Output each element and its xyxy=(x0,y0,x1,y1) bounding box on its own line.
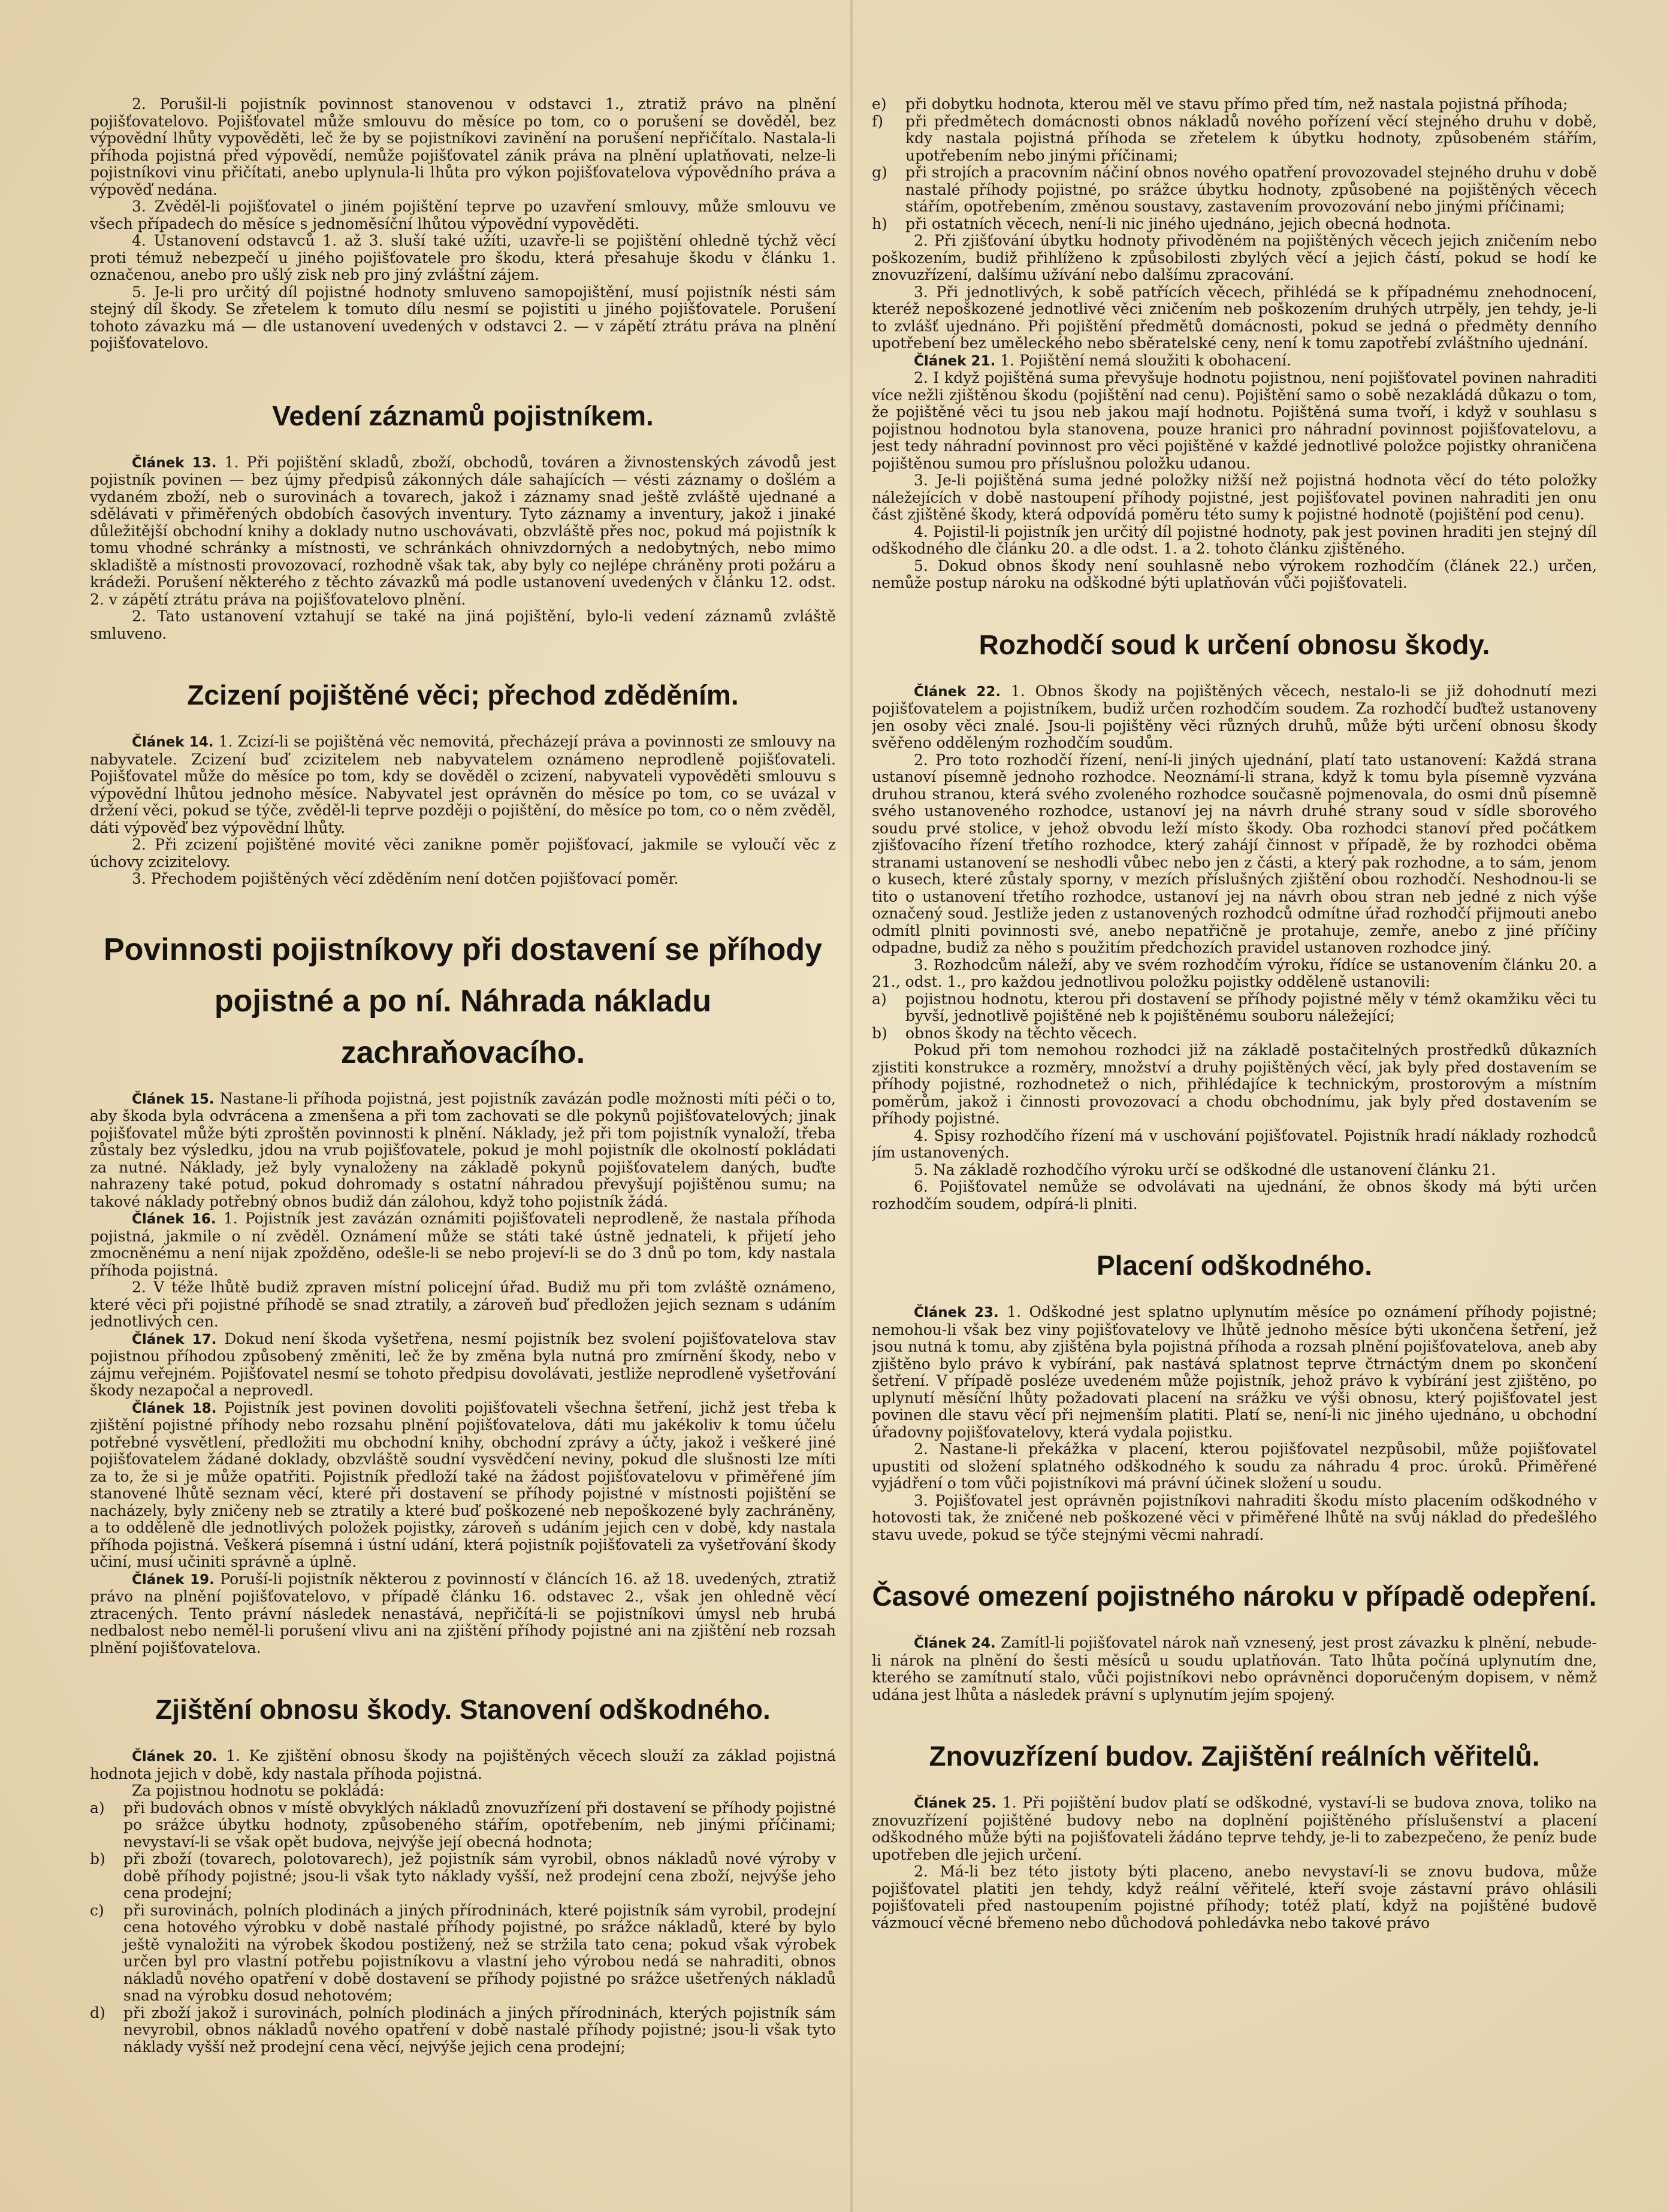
list-text: při surovinách, polních plodinách a jiných přírodninách, které pojistník sám vyrobil, prodejní cena hotového výrobku v době nastalé příhody pojistné, po srážce nákladů, které by bylo ještě vynaložiti na výrobek škodou postižený, než se stržila tato cena; pokud však výrobek určen byl pro vlastní potřebu pojistníkovu a vlastní jeho výrobou nedá se nahraditi, obnos nákladů nového opatření v době dostavení se příhody pojistné po srážce ušetřených nákladů snad na výrobku dosud nehotovém; xyxy=(123,1901,836,2004)
article-text: Nastane-li příhoda pojistná, jest pojistník zavázán podle možnosti míti péči o to, aby škoda byla odvrácena a zmenšena a při tom zachovati se dle pokynů pojišťovatelových; jinak pojišťovatel může býti zproštěn povinnosti k plnění. Náklady, jež při tom pojistník vynaloží, třeba zůstaly bez výsledku, jdou na vrub pojišťovatele, pokud je mohl pojistník dle okolností pokládati za nutné. Náklady, jež byly vynaloženy na základě pokynů pojišťovatelem daných, buďte nahrazeny také potud, pokud dohromady s ostatní náhradou převyšují pojištěnou sumu; na takové náklady potřebný obnos budiž dán zálohou, když toho pojistník žádá. xyxy=(90,1089,836,1210)
article-paragraph xyxy=(872,1794,1597,1863)
paragraph: 3. Při jednotlivých, k sobě patřících věcech, přihlédá se k případnému znehodnocení, kteréž nepoškozené jednotlivé věci zničením neb poškozením druhých utrpěly, jen tehdy, je-li to zvlášť ujednáno. Při pojištění předmětů domácnosti, pokud se jedná o předměty denního upotřebení bez uměleckého nebo sběratelské ceny, není k tomu zapotřebí zvláštního ujednání. xyxy=(872,283,1597,352)
article-label: Článek 23. xyxy=(914,1305,999,1320)
list-item xyxy=(872,96,1597,113)
list-label: f) xyxy=(872,112,884,130)
article-text: 1. Obnos škody na pojištěných věcech, nestalo-li se již dohodnutí mezi pojišťovatelem a pojistníkem, budiž určen rozhodčím soudem. Za rozhodčí buďtež ustanoveny jen osoby věci znalé. Jsou-li pojištěny věci různých druhů, může býti určení obnosu škody svěřeno odděleným rozhodčím soudům. xyxy=(872,682,1597,751)
section-heading: Zcizení pojištěné věci; přechod zděděním. xyxy=(187,679,739,711)
article-paragraph xyxy=(90,1400,836,1571)
list-item xyxy=(872,164,1597,216)
paragraph: 4. Ustanovení odstavců 1. až 3. sluší také užíti, uzavře-li se pojištění ohledně týchž věcí proti témuž nebezpečí u jiného pojišťovatele pro škodu, která přesahuje škodu v článku 1. označenou, anebo pro ušlý zisk neb pro jiný zvláštní zájem. xyxy=(90,232,836,283)
article-paragraph xyxy=(90,1210,836,1279)
article-label: Článek 15. xyxy=(132,1091,215,1107)
section-heading: Zjištění obnosu škody. Stanovení odškodného. xyxy=(155,1694,771,1725)
list-text: při ostatních věcech, není-li nic jiného ujednáno, jejich obecná hodnota. xyxy=(905,214,1451,232)
article-label: Článek 20. xyxy=(132,1749,218,1764)
article-label: Článek 14. xyxy=(132,735,214,750)
article-label: Článek 17. xyxy=(132,1331,217,1347)
article-text: 1. Zcizí-li se pojištěná věc nemovitá, přecházejí práva a povinnosti ze smlouvy na nabyvatele. Zcizení buď zcizitelem neb nabyvatelem oznámeno neprodleně pojišťovateli. Pojišťovatel může do měsíce po tom, kdy se dověděl o zcizení, nabyvateli vypověděti smlouvu s výpovědní lhůtou jednoho měsíce. Nabyvatel jest oprávněn do měsíce po tom, co se uvázal v držení věci, pokud se týče, zvěděl-li teprve později o pojištění, do měsíce po tom, co o něm zvěděl, dáti výpověď bez výpovědní lhůty. xyxy=(90,733,836,836)
paragraph: 3. Pojišťovatel jest oprávněn pojistníkovi nahraditi škodu místo placením odškodného v hotovosti tak, že zničené neb poškozené věci v přiměřené lhůtě na svůj náklad do předešlého stavu uvede, pokud se týče stejnými věcmi nahradí. xyxy=(872,1491,1597,1543)
section-heading: Placení odškodného. xyxy=(1096,1250,1373,1281)
list-label: c) xyxy=(90,1901,104,1919)
article-paragraph xyxy=(90,1571,836,1657)
section-heading: Časové omezení pojistného nároku v případě odepření. xyxy=(872,1581,1597,1612)
list-item xyxy=(872,1025,1597,1042)
article-text: Poruší-li pojistník některou z povinností v článcích 16. až 18. uvedených, ztratiž právo na plnění pojišťovatelovo, v případě článku 16. odstavec 2., však jen ohledně věcí ztracených. Tento právní následek nenastává, nepřičítá-li se pojistníkovi úmysl neb hrubá nedbalost nebo neměl-li porušení vlivu ani na zjištění příhody pojistné ani na zjištění neb rozsah plnění pojišťovatelova. xyxy=(90,1570,836,1657)
article-paragraph xyxy=(90,1331,836,1400)
article-paragraph xyxy=(872,1634,1597,1703)
list-text: při zboží jakož i surovinách, polních plodinách a jiných přírodninách, kterých pojistník sám nevyrobil, obnos nákladů nového opatření v době nastalé příhody pojistné; jsou-li však tyto náklady vyšší než prodejní cena věcí, nejvýše jejich cena prodejní; xyxy=(123,2004,836,2056)
list-label: b) xyxy=(90,1850,105,1867)
list-text: pojistnou hodnotu, kterou při dostavení se příhody pojistné měly v témž okamžiku věci tu byvší, jednotlivě pojištěné neb k pojištěnému souboru náležející; xyxy=(905,990,1597,1025)
article-text: Dokud není škoda vyšetřena, nesmí pojistník bez svolení pojišťovatelova stav pojistnou příhodou způsobený změniti, leč že by změna byla nutná pro zmírnění škody, nebo v zájmu veřejném. Pojišťovatel nesmí se tohoto předpisu dovolávati, jestliže neprodleně vyšetřování škody nezapočal a neprovedl. xyxy=(90,1329,836,1399)
article-label: Článek 18. xyxy=(132,1400,217,1416)
paragraph: Pokud při tom nemohou rozhodci již na základě postačitelných prostředků důkazních zjistiti konstrukce a rozměry, množství a druhy pojištěných věcí, jak byly před dostavením se příhody pojistné, rozhodnetež o nich, přihlédajíce k technickým, prostorovým a místním poměrům, jakož i činnosti provozovací a chodu obchodnímu, jak byly před dostavením se příhody pojistné. xyxy=(872,1041,1597,1127)
paragraph: Za pojistnou hodnotu se pokládá: xyxy=(132,1782,385,1799)
list-label: e) xyxy=(872,96,887,113)
list-text: obnos škody na těchto věcech. xyxy=(905,1024,1137,1042)
article-paragraph xyxy=(90,1748,836,1782)
article-paragraph xyxy=(872,352,1597,370)
article-label: Článek 19. xyxy=(132,1572,215,1588)
paragraph: 2. I když pojištěná suma převyšuje hodnotu pojistnou, není pojišťovatel povinen nahraditi více nežli zjištěnou škodu (pojištění nad cenu). Pojištění samo o sobě nezakládá důkazu o tom, že pojištěné věci tu jsou neb jakou mají hodnotu. Pojištěná suma tvoří, i když v souhlasu s pojistnou hodnotou byla stanovena, pouze hranici pro náhradní povinnost pojišťovatelovu, a jest tedy náhradní povinnost pro věci pojištěné v každé jednotlivé položce pojistky ohraničena pojištěnou sumou pro příslušnou položku udanou. xyxy=(872,369,1597,472)
list-item xyxy=(90,1902,836,2005)
paragraph: 2. Pro toto rozhodčí řízení, není-li jiných ujednání, platí tato ustanovení: Každá strana ustanoví písemně jednoho rozhodce. Neoznámí-li strana, když k tomu byla písemně vyzvána druhou stranou, která svého zvoleného rozhodce současně pojmenovala, do osmi dnů písemně svého ustanoveného rozhodce, ustanoví jej na návrh druhé strany soud v sídle sborového soudu prvé stolice, v jehož obvodu leží místo škody. Oba rozhodci stanoví před počátkem zjišťovacího řízení třetího rozhodce, který zahájí činnost v případě, že by rozhodci oběma stranami ustanovení se neshodli vůbec nebo jen z části, a který pak rozhodne, a to sám, jenom o kusech, které zůstaly sporny, v mezích příslušných zjištění obou rozhodčí. Neshodnou-li se tito o ustanovení třetího rozhodce, ustanoví jej na návrh obou stran neb jedné z nich výše označený soud. Jestliže jeden z ustanovených rozhodců odmítne úřad rozhodčí přijmouti anebo odmítl plniti povinnosti své, anebo nepatřičně je protahuje, zemře, anebo z jiné příčiny odpadne, budiž za něho s použitím předchozích pravidel ustanoven rozhodce jiný. xyxy=(872,751,1597,956)
paragraph: 2. V téže lhůtě budiž zpraven místní policejní úřad. Budiž mu při tom zvláště oznámeno, které věci při pojistné příhodě se snad ztratily, a zároveň buď předložen jejich seznam s udáním jednotlivých cen. xyxy=(90,1279,836,1330)
section-heading: Povinnosti pojistníkovy při dostavení se příhody pojistné a po ní. Náhrada nákladu zachraňovacího. xyxy=(103,932,823,1070)
section-heading: Rozhodčí soud k určení obnosu škody. xyxy=(979,628,1490,660)
paragraph: 2. Při zcizení pojištěné movité věci zanikne poměr pojišťovací, jakmile se vyloučí věc z úchovy zcizitelovy. xyxy=(90,836,836,871)
page-fold xyxy=(850,0,853,2212)
paragraph: 3. Rozhodcům náleží, aby ve svém rozhodčím výroku, řídíce se ustanovením článku 20. a 21., odst. 1., pro každou jednotlivou položku pojistky odděleně ustanovili: xyxy=(872,956,1597,990)
list-label: a) xyxy=(90,1799,105,1817)
paragraph: 4. Spisy rozhodčího řízení má v uschování pojišťovatel. Pojistník hradí náklady rozhodců jím ustanovených. xyxy=(872,1126,1597,1161)
article-paragraph xyxy=(872,683,1597,752)
list-label: a) xyxy=(872,990,887,1008)
paragraph: 2. Tato ustanovení vztahují se také na jiná pojištění, bylo-li vedení záznamů zvláště smluveno. xyxy=(90,608,836,642)
article-label: Článek 22. xyxy=(914,684,1001,700)
list-label: d) xyxy=(90,2004,105,2021)
article-label: Článek 25. xyxy=(914,1796,997,1811)
article-label: Článek 24. xyxy=(914,1636,996,1651)
list-item xyxy=(90,1851,836,1902)
paragraph: 4. Pojistil-li pojistník jen určitý díl pojistné hodnoty, pak jest povinen hraditi jen stejný díl odškodného dle článku 20. a dle odst. 1. a 2. tohoto článku zjištěného. xyxy=(872,522,1597,557)
list-item xyxy=(90,2005,836,2056)
article-paragraph xyxy=(90,733,836,836)
article-text: Zamítl-li pojišťovatel nárok naň vznesený, jest prost závazku k plnění, nebude-li nárok na plnění do šesti měsíců u soudu uplatňován. Tato lhůta počíná uplynutím dne, kterého se zamítnutí stalo, vůči pojistníkovi nebo oprávněnci doporučeným dopisem, v němž udána jest lhůta a následek právní s uplynutím jejím spojený. xyxy=(872,1634,1597,1703)
article-label: Článek 16. xyxy=(132,1211,216,1227)
article-paragraph xyxy=(872,1304,1597,1441)
paragraph: 2. Nastane-li překážka v placení, kterou pojišťovatel nezpůsobil, může pojišťovatel upustiti od složení splatného odškodného k soudu za náhradu 4 proc. úroků. Přiměřené vyjádření o tom vůči pojistníkovi má právní účinek složení u soudu. xyxy=(872,1440,1597,1492)
paragraph: 2. Má-li bez této jistoty býti placeno, anebo nevystaví-li se znovu budova, může pojišťovatel platiti jen tehdy, když reální věřitelé, kteří svoje zástavní právo ohlásili pojišťovateli před nastoupením pojistné příhody; totéž platí, když na pojištěné budově vázmoucí věcné břemeno nebo důchodová pohledávka nebo takové právo xyxy=(872,1863,1597,1932)
list-text: při budovách obnos v místě obvyklých nákladů znovuzřízení při dostavení se příhody pojistné po srážce úbytku hodnoty, způsobeného stářím, opotřebením, neb jinými příčinami; nevystaví-li se však opět budova, nejvýše její obecná hodnota; xyxy=(123,1799,836,1851)
list-text: při předmětech domácnosti obnos nákladů nového pořízení věcí stejného druhu v době, kdy nastala pojistná příhoda se zřetelem k úbytku hodnoty, způsobeném stářím, upotřebením nebo jinými příčinami; xyxy=(905,112,1597,164)
paragraph: 2. Při zjišťování úbytku hodnoty přivoděném na pojištěných věcech jejich zničením nebo poškozením, budiž přihlíženo k způsobilosti zbylých věcí a jejich částí, pokud se hodí ke znovuzřízení, dalšímu užívání nebo dalšímu zpracování. xyxy=(872,232,1597,283)
paragraph: 3. Zvěděl-li pojišťovatel o jiném pojištění teprve po uzavření smlouvy, může smlouvu ve všech případech do měsíce s jednoměsíční lhůtou výpovědní vypověděti. xyxy=(90,198,836,232)
list-item xyxy=(872,216,1597,233)
article-text: 1. Pojistník jest zavázán oznámiti pojišťovateli neprodleně, že nastala příhoda pojistná, jakmile o ní zvěděl. Oznámení může se státi také ústně jednateli, k přijetí jeho zmocněnému a není nijak zpožděno, odešle-li se nebo projeví-li se do 3 dnů po tom, kdy nastala příhoda pojistná. xyxy=(90,1210,836,1279)
paragraph: 5. Dokud obnos škody není souhlasně nebo výrokem rozhodčím (článek 22.) určen, nemůže postup nároku na odškodné býti uplatňován vůči pojišťovateli. xyxy=(872,557,1597,591)
article-text: Pojistník jest povinen dovoliti pojišťovateli všechna šetření, jichž jest třeba k zjištění pojistné příhody nebo rozsahu plnění pojišťovatelova, dáti mu jakékoliv k tomu účelu potřebné vysvětlení, předložiti mu obchodní knihy, obchodní zprávy a účty, jakož i veškeré jiné pojišťovatelem žádané doklady, obzvláště soudní vysvědčení neviny, pokud dle slušnosti lze míti za to, že si je může opatřiti. Pojistník předloží také na žádost pojišťovatelovu v přiměřené jím stanovené lhůtě seznam věcí, které při dostavení se příhody pojistné v místnosti pojištění se nacházely, byly zničeny neb se ztratily a které buď poškozené neb nepoškozené byly zachráněny, a to odděleně dle jednotlivých položek pojistky, zároveň s udáním jejich cen v době, kdy nastala příhoda pojistná. Veškerá písemná i ústní udání, která pojistník pojišťovateli za vyšetřování škody učiní, musí učiniti správně a úplně. xyxy=(90,1398,836,1570)
article-label: Článek 21. xyxy=(914,353,996,369)
paragraph: 2. Porušil-li pojistník povinnost stanovenou v odstavci 1., ztratiž právo na plnění pojišťovatelovo. Pojišťovatel může smlouvu do měsíce po tom, co o porušení se dověděl, bez výpovědní lhůty vypověděti, leč že by se pojistníkovi zavinění na porušení nepřičítalo. Nastala-li příhoda pojistná před výpovědí, nemůže pojišťovatel zánik práva na plnění uplatňovati, nelze-li pojistníkovi vinu přičítati, anebo uplynula-li lhůta pro výkon pojišťovatelova výpovědního práva a výpověď nedána. xyxy=(90,96,836,198)
article-text: 1. Odškodné jest splatno uplynutím měsíce po oznámení příhody pojistné; nemohou-li však bez viny pojišťovatelovy ve lhůtě jednoho měsíce býti ukončena šetření, jež jsou nutná k tomu, aby zjištěna byla pojistná příhoda a rozsah plnění pojišťovatelova, aneb aby zjištěno bylo právo k vybírání, pak nastává splatnost teprve čtrnáctým dnem po skončení šetření. V případě posléze uvedeném může pojistník, jehož právo k vybírání jest zjištěno, po uplynutí měsíční lhůty požadovati placení na srážku ve výši obnosu, který pojišťovatel jest povinen dle stavu věcí při nejmenším platiti. Platí se, není-li nic jiného ujednáno, u obchodní úřadovny pojišťovatelovy, která vydala pojistku. xyxy=(872,1303,1597,1441)
paragraph: 5. Na základě rozhodčího výroku určí se odškodné dle ustanovení článku 21. xyxy=(914,1161,1496,1178)
article-label: Článek 13. xyxy=(132,455,217,471)
right-column xyxy=(872,96,1597,2193)
list-item xyxy=(872,991,1597,1025)
paragraph: 5. Je-li pro určitý díl pojistné hodnoty smluveno samopojištění, musí pojistník nésti sám stejný díl škody. Se zřetelem k tomuto dílu nesmí se pojistiti u jiného pojišťovatele. Porušení tohoto závazku má — dle ustanovení uvedených v odstavci 2. — v zápětí ztrátu práva na plnění pojišťovatelovo. xyxy=(90,283,836,352)
list-text: při strojích a pracovním náčiní obnos nového opatření provozovadel stejného druhu v době nastalé příhody pojistné, po srážce úbytku hodnoty, způsobené na pojištěných věcech stářím, opotřebením, změnou soustavy, zastavením provozování nebo jinými příčinami; xyxy=(905,164,1597,215)
article-text: 1. Při pojištění budov platí se odškodné, vystaví-li se budova znova, toliko na znovuzřízení pojištěné budovy nebo na doplnění pojištěného příslušenství a placení odškodného může býti na pojišťovateli žádáno teprve tehdy, je-li to zabezpečeno, že peníz bude upotřeben dle jejich určení. xyxy=(872,1794,1597,1863)
left-column xyxy=(90,96,836,2181)
article-paragraph xyxy=(90,1090,836,1211)
paragraph: 3. Přechodem pojištěných věcí zděděním není dotčen pojišťovací poměr. xyxy=(132,870,679,887)
section-heading: Vedení záznamů pojistníkem. xyxy=(272,400,654,431)
list-label: b) xyxy=(872,1024,887,1042)
article-paragraph xyxy=(90,454,836,609)
list-label: h) xyxy=(872,214,887,232)
list-text: při dobytku hodnota, kterou měl ve stavu přímo před tím, než nastala pojistná příhoda; xyxy=(905,96,1568,113)
paragraph: 6. Pojišťovatel nemůže se odvolávati na ujednání, že obnos škody má býti určen rozhodčím soudem, odpírá-li plniti. xyxy=(872,1178,1597,1213)
list-text: při zboží (tovarech, polotovarech), jež pojistník sám vyrobil, obnos nákladů nové výroby v době příhody pojistné; jsou-li však tyto náklady vyšší, než prodejní cena zboží, nejvýše jeho cena prodejní; xyxy=(123,1850,836,1902)
article-text: 1. Při pojištění skladů, zboží, obchodů, továren a živnostenských závodů jest pojistník povinen — bez újmy předpisů zákonných dále sahajících — vésti záznamy o došlém a vydaném zboží, neb o surovinách a tovarech, jakož i záznamy snad ještě zvláště ujednané a sdělávati v přiměřených obdobích časových inventury. Tyto záznamy a inventury, jakož i jinaké důležitější obchodní knihy a doklady nutno uschovávati, obzvláště přes noc, pokud má pojistník k tomu vhodné schránky a místnosti, ve schránkách ohnivzdorných a nedobytných, nebo mimo skladiště a místnosti provozovací, rozhodně však tak, aby byly co nejlépe chráněny proti požáru a krádeži. Porušení některého z těchto závazků má podle ustanovení uvedených v článku 12. odst. 2. v zápětí ztrátu práva na pojišťovatelovo plnění. xyxy=(90,453,836,608)
article-text: 1. Ke zjištění obnosu škody na pojištěných věcech slouží za základ pojistná hodnota jejich v době, kdy nastala příhoda pojistná. xyxy=(90,1747,836,1782)
list-label: g) xyxy=(872,164,887,181)
section-heading: Znovuzřízení budov. Zajištění reálních věřitelů. xyxy=(929,1740,1540,1772)
list-item xyxy=(90,1800,836,1851)
article-text: 1. Pojištění nemá sloužiti k obohacení. xyxy=(1000,351,1292,369)
paragraph: 3. Je-li pojištěná suma jedné položky nižší než pojistná hodnota věcí do této položky náležejících v době nastoupení příhody pojistné, jest pojišťovatel povinen nahraditi jen onu část zjištěné škody, která odpovídá poměru této sumy k pojistné hodnotě (pojištění pod cenu). xyxy=(872,472,1597,523)
list-item xyxy=(872,113,1597,165)
